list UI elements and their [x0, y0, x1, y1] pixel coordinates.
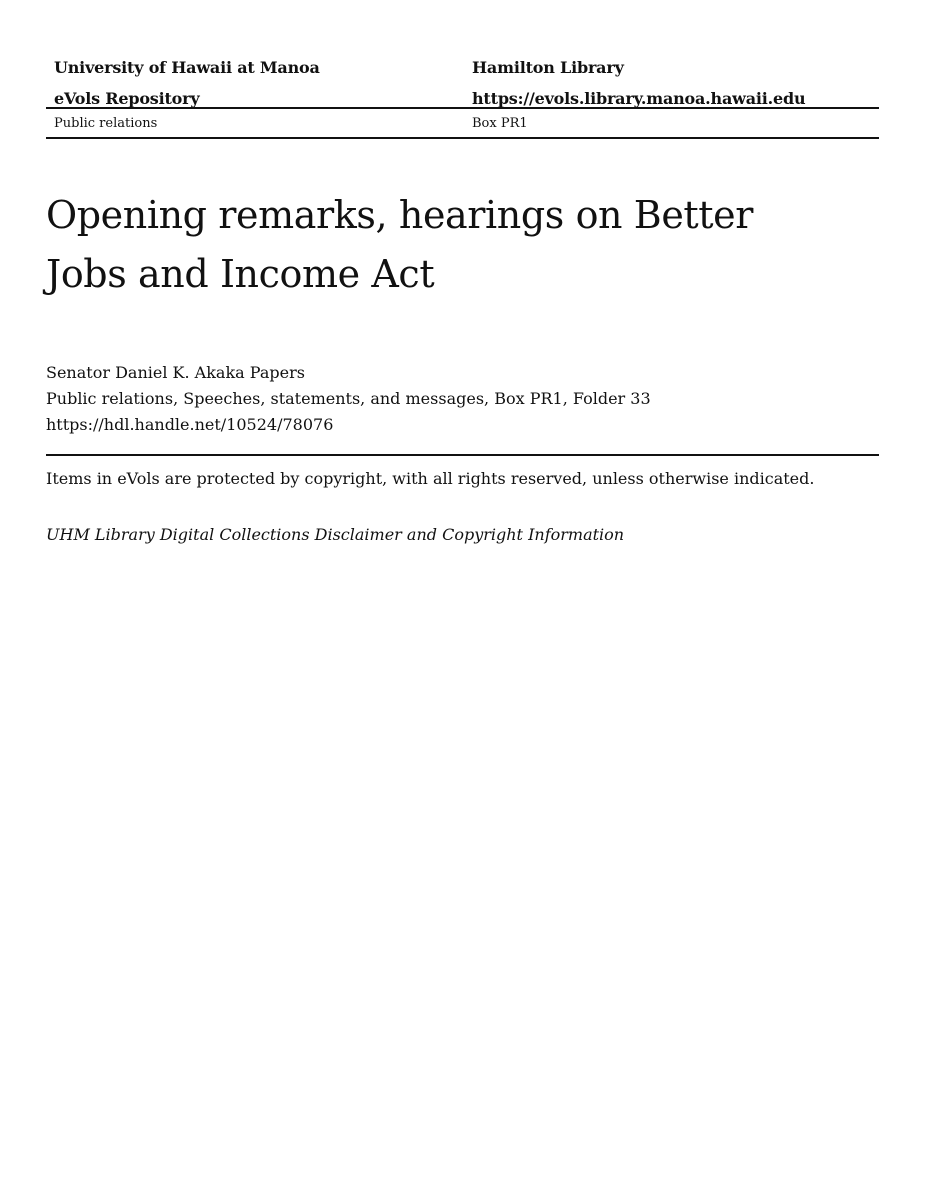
header-table: [46, 52, 879, 114]
institution-name: University of Hawaii at Manoa: [54, 58, 320, 77]
page-title: [46, 186, 879, 304]
header-divider-bottom: [46, 137, 879, 139]
box-label: Box PR1: [472, 116, 528, 131]
folder-location: Public relations, Speeches, statements, and messages, Box PR1, Folder 33: [46, 389, 651, 408]
metadata-divider: [46, 454, 879, 456]
title-line-2: Jobs and Income Act: [46, 252, 435, 296]
handle-link[interactable]: https://hdl.handle.net/10524/78076: [46, 415, 334, 434]
handle-url[interactable]: [46, 412, 651, 438]
header-subrow: [46, 116, 879, 131]
document-metadata: [46, 360, 651, 438]
repository-url-link[interactable]: https://evols.library.manoa.hawaii.edu: [472, 89, 806, 108]
repository-url[interactable]: [472, 89, 879, 108]
series-label: Public relations: [54, 116, 158, 131]
header-divider-top: [46, 107, 879, 109]
repository-name: eVols Repository: [54, 89, 200, 108]
library-name: Hamilton Library: [472, 58, 624, 77]
rights-statement: Items in eVols are protected by copyright, with all rights reserved, unless otherwise indicated.: [46, 469, 815, 488]
collection-name: Senator Daniel K. Akaka Papers: [46, 363, 305, 382]
header-row-2: [46, 83, 879, 114]
title-line-1: Opening remarks, hearings on Better: [46, 193, 754, 237]
header-row-1: [46, 52, 879, 83]
disclaimer-link[interactable]: [46, 525, 624, 544]
disclaimer-link-text[interactable]: UHM Library Digital Collections Disclaimer and Copyright Information: [46, 525, 625, 544]
